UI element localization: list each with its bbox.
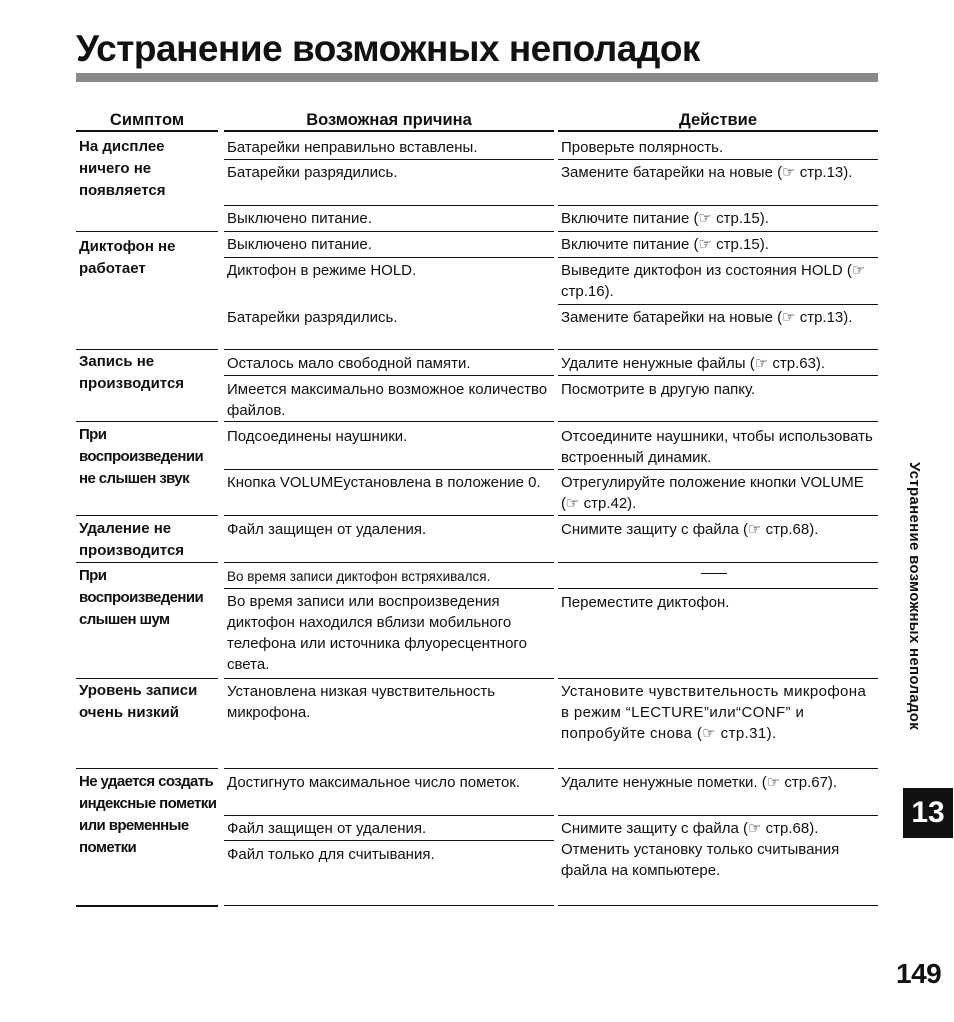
- symptom-cell: Не удается создать индексные пометки или временные пометки: [79, 773, 217, 856]
- symptom-cell: Диктофон не работает: [79, 238, 176, 277]
- row-rule: [224, 515, 554, 516]
- row-rule: [76, 678, 218, 679]
- row-rule: [224, 231, 554, 232]
- action-cell: Удалите ненужные файлы (☞ стр.63).: [561, 355, 826, 372]
- action-cell: Посмотрите в другую папку.: [561, 381, 756, 398]
- row-rule: [76, 349, 218, 350]
- action-cell: Включите питание (☞ стр.15).: [561, 210, 769, 227]
- row-rule: [558, 231, 878, 232]
- row-rule: [558, 159, 878, 160]
- header-action: Действие: [679, 111, 757, 129]
- row-rule: [224, 205, 554, 206]
- page-title: Устранение возможных неполадок: [76, 28, 700, 69]
- cause-cell: Достигнуто максимальное число пометок.: [227, 774, 521, 791]
- symptom-cell: Запись не производится: [79, 353, 185, 392]
- header-cause: Возможная причина: [306, 111, 472, 129]
- action-cell: Переместите диктофон.: [561, 594, 730, 611]
- table-bottom-rule: [76, 905, 218, 907]
- cause-cell: Выключено питание.: [227, 210, 372, 227]
- row-rule: [558, 469, 878, 470]
- row-rule: [558, 515, 878, 516]
- cause-cell: Подсоединены наушники.: [227, 428, 408, 445]
- action-cell: Установите чувствительность микрофона в режим “LECTURE”или“CONF” и попробуйте снова (☞ стр.31).: [561, 683, 867, 742]
- symptom-cell: Уровень записи очень низкий: [79, 682, 198, 721]
- cause-cell: Кнопка VOLUMEустановлена в положение 0.: [227, 474, 541, 491]
- symptom-cell: Удаление не производится: [79, 520, 185, 559]
- row-rule: [224, 768, 554, 769]
- row-rule: [224, 421, 554, 422]
- row-rule: [224, 469, 554, 470]
- row-rule: [558, 205, 878, 206]
- row-rule: [224, 349, 554, 350]
- cause-cell: Файл только для считывания.: [227, 846, 435, 863]
- table-bottom-rule: [558, 905, 878, 906]
- action-cell: Снимите защиту с файла (☞ стр.68).: [561, 521, 819, 538]
- header-rule-action: [558, 130, 878, 132]
- row-rule: [558, 768, 878, 769]
- table-bottom-rule: [224, 905, 554, 906]
- row-rule: [224, 375, 554, 376]
- row-rule: [224, 159, 554, 160]
- chapter-number-tab: 13: [903, 788, 953, 838]
- cause-cell: Во время записи диктофон встряхивался.: [227, 569, 491, 584]
- row-rule: [76, 231, 218, 232]
- action-cell: Выведите диктофон из состояния HOLD (☞ стр.16).: [561, 262, 866, 300]
- row-rule: [558, 304, 878, 305]
- row-rule: [224, 815, 554, 816]
- row-rule: [76, 515, 218, 516]
- cause-cell: Имеется максимально возможное количество файлов.: [227, 381, 548, 419]
- row-rule: [76, 562, 218, 563]
- cause-cell: Выключено питание.: [227, 236, 372, 253]
- row-rule: [558, 257, 878, 258]
- header-rule-symptom: [76, 130, 218, 132]
- side-chapter-title: Устранение возможных неполадок: [906, 462, 923, 731]
- cause-cell: Батарейки разрядились.: [227, 309, 398, 326]
- cause-cell: Установлена низкая чувствительность микрофона.: [227, 683, 496, 721]
- row-rule: [76, 421, 218, 422]
- title-underline-bar: [76, 73, 878, 82]
- action-cell: Проверьте полярность.: [561, 139, 724, 156]
- header-symptom: Симптом: [109, 111, 185, 129]
- action-cell: Удалите ненужные пометки. (☞ стр.67).: [561, 774, 838, 791]
- empty-action-dash: [701, 573, 727, 574]
- action-cell: Снимите защиту с файла (☞ стр.68). Отменить установку только считывания файла на компьютере.: [561, 820, 840, 879]
- row-rule: [558, 375, 878, 376]
- row-rule: [224, 678, 554, 679]
- page-number: 149: [896, 958, 942, 989]
- action-cell: Замените батарейки на новые (☞ стр.13).: [561, 309, 853, 326]
- symptom-cell: При воспроизведении не слышен звук: [79, 426, 204, 487]
- symptom-cell: На дисплее ничего не появляется: [79, 138, 166, 199]
- cause-cell: Батарейки разрядились.: [227, 164, 398, 181]
- action-cell: Отсоедините наушники, чтобы использовать встроенный динамик.: [561, 428, 873, 466]
- row-rule: [76, 768, 218, 769]
- cause-cell: Осталось мало свободной памяти.: [227, 355, 471, 372]
- cause-cell: Файл защищен от удаления.: [227, 521, 427, 538]
- row-rule: [558, 562, 878, 563]
- cause-cell: Файл защищен от удаления.: [227, 820, 427, 837]
- row-rule: [558, 588, 878, 589]
- row-rule: [558, 421, 878, 422]
- action-cell: Замените батарейки на новые (☞ стр.13).: [561, 164, 853, 181]
- action-cell: Отрегулируйте положение кнопки VOLUME (☞ стр.42).: [561, 474, 864, 512]
- row-rule: [224, 588, 554, 589]
- cause-cell: Диктофон в режиме HOLD.: [227, 262, 417, 279]
- header-rule-cause: [224, 130, 554, 132]
- row-rule: [558, 349, 878, 350]
- row-rule: [224, 840, 554, 841]
- row-rule: [558, 815, 878, 816]
- action-cell: Включите питание (☞ стр.15).: [561, 236, 769, 253]
- row-rule: [224, 562, 554, 563]
- row-rule: [224, 257, 554, 258]
- row-rule: [558, 678, 878, 679]
- symptom-cell: При воспроизведении слышен шум: [79, 567, 204, 628]
- cause-cell: Во время записи или воспроизведения диктофон находился вблизи мобильного телефона или источника флуоресцентного света.: [227, 593, 527, 673]
- cause-cell: Батарейки неправильно вставлены.: [227, 139, 478, 156]
